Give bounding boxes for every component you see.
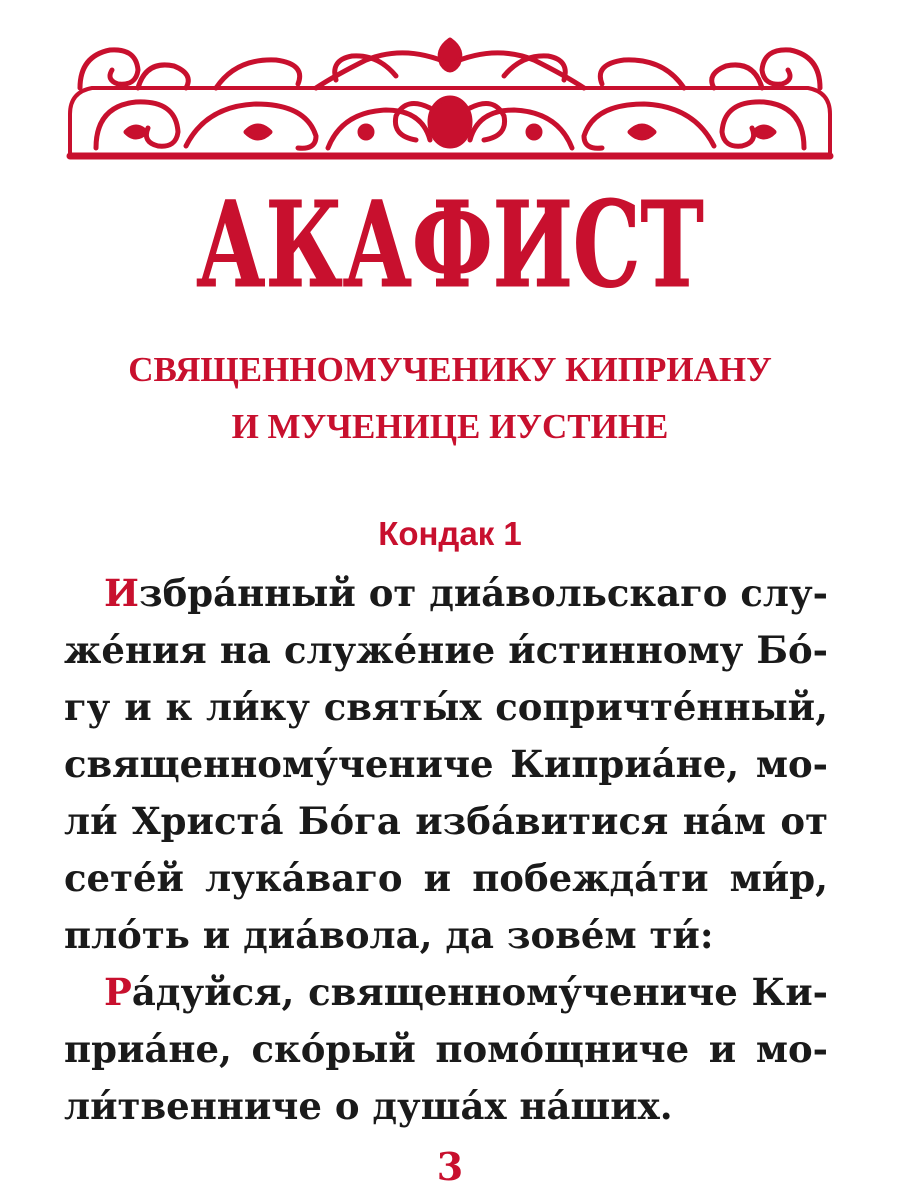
text-line <box>104 970 828 1014</box>
text-line: ли́твенниче о душа́х на́ших. <box>64 1084 673 1128</box>
text-line-content: а́дуйся, священному́чениче Ки- <box>131 970 828 1014</box>
text-line: пло́ть и диа́вола, да зове́м ти́: <box>64 913 714 957</box>
text-line: ли́ Христа́ Бо́га изба́витися на́м от <box>64 799 828 843</box>
text-line: же́ния на служе́ние и́стинному Бо́- <box>64 628 828 672</box>
text-line: гу и к ли́ку святы́х сопричте́нный, <box>64 685 828 729</box>
text-line-content: збра́нный от диа́вольскаго слу- <box>138 571 828 615</box>
text-line <box>104 571 828 615</box>
page-number: 3 <box>436 1144 464 1189</box>
subtitle-line-1: СВЯЩЕННОМУЧЕНИКУ КИПРИАНУ <box>128 350 772 389</box>
drop-initial: И <box>104 571 139 615</box>
text-line: священному́чениче Киприа́не, мо- <box>64 742 828 786</box>
text-line: сете́й лука́ваго и побежда́ти ми́р, <box>64 856 828 900</box>
subtitle-line-2: И МУЧЕНИЦЕ ИУСТИНЕ <box>231 407 669 446</box>
section-heading: Кондак 1 <box>378 515 522 552</box>
floral-headpiece-ornament-icon <box>66 36 834 162</box>
text-line: приа́не, ско́рый помо́щниче и мо- <box>64 1027 828 1071</box>
page-title: АКАФИСТ <box>196 175 704 314</box>
drop-initial: Р <box>104 970 132 1014</box>
